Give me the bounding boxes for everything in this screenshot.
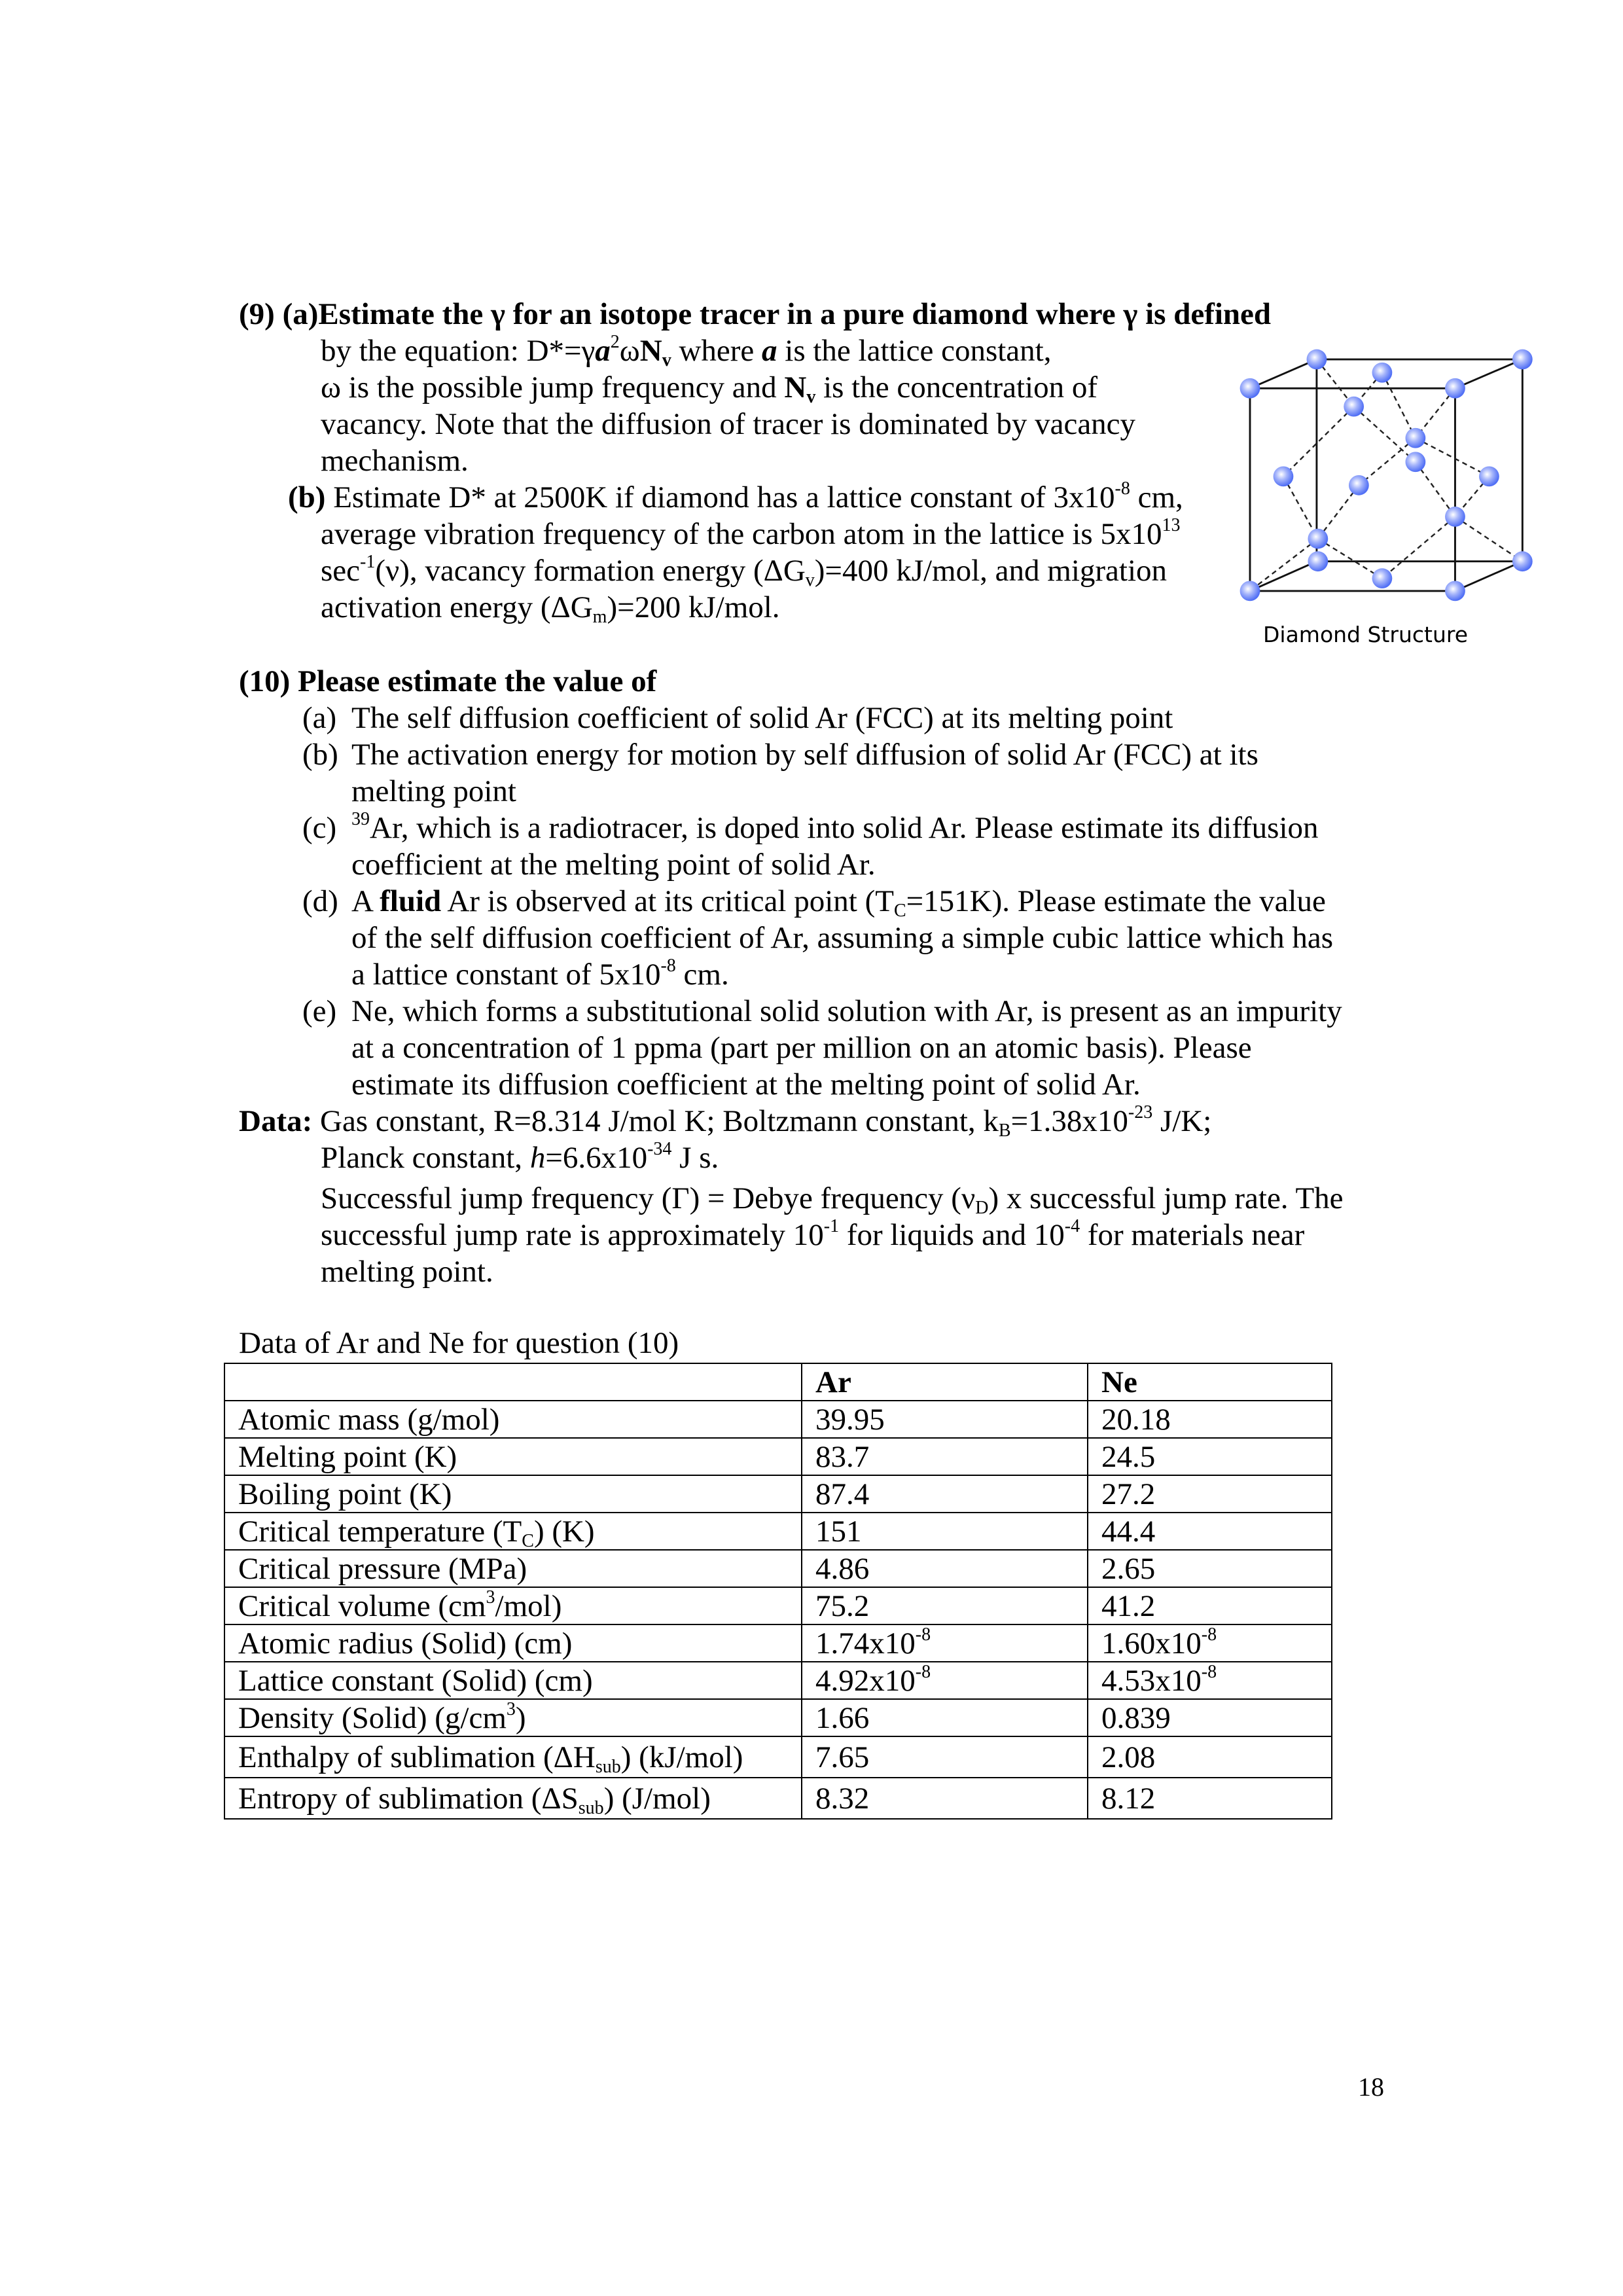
q10e-text2: at a concentration of 1 ppma (part per million on an atomic basis). Please <box>351 1031 1252 1065</box>
atom <box>1274 467 1294 487</box>
sup: -8 <box>660 956 676 976</box>
sub: sub <box>578 1798 604 1818</box>
table-row <box>224 1438 1332 1475</box>
text: (ν), vacancy formation energy (ΔG <box>375 554 806 588</box>
sup: -8 <box>1115 478 1130 499</box>
text: successful jump rate is approximately 10 <box>321 1218 824 1252</box>
page-number: 18 <box>1358 2072 1384 2102</box>
header-cell-ar: Ar <box>802 1363 1088 1401</box>
cell-ne: 0.839 <box>1088 1699 1332 1736</box>
sup: -4 <box>1064 1216 1080 1236</box>
text: A <box>351 884 380 918</box>
text: Ar, which is a radiotracer, is doped into solid Ar. Please estimate its diffusion <box>370 811 1319 845</box>
equation-mid: where <box>671 334 762 368</box>
text: Estimate D* at 2500K if diamond has a lattice constant of 3x10 <box>325 480 1115 514</box>
atom <box>1307 350 1327 370</box>
cell-ar: 75.2 <box>802 1587 1088 1624</box>
data-line2 <box>321 1139 719 1176</box>
text: is the concentration of <box>815 370 1098 404</box>
cell-ne: 2.65 <box>1088 1550 1332 1587</box>
cell-ne: 2.08 <box>1088 1736 1332 1778</box>
q10c-label: (c) <box>302 811 337 845</box>
text-bold: fluid <box>380 884 442 918</box>
text: =151K). Please estimate the value <box>906 884 1326 918</box>
text: for liquids and 10 <box>839 1218 1065 1252</box>
table-row <box>224 1475 1332 1513</box>
q9b-line2 <box>321 516 1180 552</box>
data-line1 <box>239 1103 1211 1139</box>
q9-title-line <box>239 296 1271 332</box>
sub: sub <box>595 1757 621 1777</box>
q10d-text2: of the self diffusion coefficient of Ar, assuming a simple cubic lattice which has <box>351 921 1333 955</box>
text: ) <box>515 1701 526 1735</box>
sup: 3 <box>506 1699 516 1719</box>
q9a-line4: vacancy. Note that the diffusion of tracer is dominated by vacancy <box>321 407 1136 441</box>
atom <box>1308 551 1328 571</box>
atom <box>1479 467 1499 487</box>
q9b-label: (b) <box>288 480 326 514</box>
text: cm. <box>675 958 729 992</box>
q10e-text3: estimate its diffusion coefficient at the melting point of solid Ar. <box>351 1067 1141 1102</box>
q10d-text3 <box>351 956 729 993</box>
text: activation energy (ΔG <box>321 590 593 624</box>
cell-ar: 87.4 <box>802 1475 1088 1513</box>
isotope-sup: 39 <box>351 809 370 829</box>
cell-ne: 20.18 <box>1088 1401 1332 1438</box>
cell-ar <box>802 1624 1088 1662</box>
table-row <box>224 1587 1332 1624</box>
data-line3 <box>321 1180 1344 1217</box>
equation-a: a <box>595 334 611 368</box>
equation-prefix: by the equation: D*=γ <box>321 334 596 368</box>
text: Planck constant, <box>321 1141 530 1175</box>
atom <box>1372 363 1393 383</box>
q10d-label: (d) <box>302 884 338 918</box>
cell-ar: 1.66 <box>802 1699 1088 1736</box>
q9-number: (9) <box>239 297 275 331</box>
sup: -8 <box>915 1624 931 1645</box>
sup: -23 <box>1128 1102 1153 1122</box>
table-caption: Data of Ar and Ne for question (10) <box>239 1326 679 1360</box>
q10a-label: (a) <box>302 701 337 735</box>
atom <box>1240 581 1260 601</box>
row-label: Boiling point (K) <box>224 1475 802 1513</box>
cell-ar: 151 <box>802 1513 1088 1550</box>
text: )=200 kJ/mol. <box>607 590 780 624</box>
row-label: Critical pressure (MPa) <box>224 1550 802 1587</box>
sub: m <box>592 607 607 627</box>
atom <box>1406 452 1426 472</box>
text: Critical temperature (T <box>238 1515 522 1549</box>
q9a-label: (a) <box>282 297 319 331</box>
equation-sup: 2 <box>610 332 620 352</box>
table-row <box>224 1401 1332 1438</box>
q10b-label: (b) <box>302 738 338 772</box>
cell-ar: 4.86 <box>802 1550 1088 1587</box>
cell-ne: 27.2 <box>1088 1475 1332 1513</box>
text: Density (Solid) (g/cm <box>238 1701 507 1735</box>
equation-sub: v <box>662 350 671 370</box>
text: ) x successful jump rate. The <box>988 1181 1344 1215</box>
header-cell-ne: Ne <box>1088 1363 1332 1401</box>
q9a-line3 <box>321 369 1097 406</box>
text: 4.92x10 <box>815 1664 916 1698</box>
equation-N: N <box>639 334 662 368</box>
text: Gas constant, R=8.314 J/mol K; Boltzmann constant, k <box>312 1104 999 1138</box>
row-label <box>224 1587 802 1624</box>
text: =6.6x10 <box>545 1141 648 1175</box>
sup: -1 <box>823 1216 840 1236</box>
cell-ne: 44.4 <box>1088 1513 1332 1550</box>
cell-ne: 41.2 <box>1088 1587 1332 1624</box>
atom <box>1372 568 1393 588</box>
atom <box>1445 581 1465 601</box>
row-label <box>224 1513 802 1550</box>
header-cell <box>224 1363 802 1401</box>
text: Entropy of sublimation (ΔS <box>238 1782 579 1816</box>
table-header-row <box>224 1363 1332 1401</box>
text: =1.38x10 <box>1010 1104 1128 1138</box>
row-label: Lattice constant (Solid) (cm) <box>224 1662 802 1699</box>
text: ω is the possible jump frequency and <box>321 370 785 404</box>
text: sec <box>321 554 361 588</box>
q10e-text1: Ne, which forms a substitutional solid solution with Ar, is present as an impurity <box>351 994 1342 1028</box>
cell-ne: 24.5 <box>1088 1438 1332 1475</box>
text: 1.60x10 <box>1101 1626 1202 1660</box>
cell-ne <box>1088 1662 1332 1699</box>
sub: B <box>998 1121 1011 1141</box>
row-label: Atomic radius (Solid) (cm) <box>224 1624 802 1662</box>
atom <box>1406 428 1426 448</box>
sup: -1 <box>360 552 376 572</box>
q9b-line4 <box>321 589 780 626</box>
text: Critical volume (cm <box>238 1589 486 1623</box>
sub: C <box>522 1531 534 1551</box>
atom <box>1445 378 1465 399</box>
sup: -8 <box>1201 1662 1217 1682</box>
diamond-structure-figure <box>1217 331 1544 658</box>
sub: v <box>805 570 815 590</box>
q10d-text1 <box>351 883 1326 920</box>
text: cm, <box>1130 480 1183 514</box>
table-row <box>224 1778 1332 1819</box>
sub: D <box>975 1198 989 1218</box>
atom <box>1308 529 1328 549</box>
text: ) (kJ/mol) <box>620 1740 743 1774</box>
text: )=400 kJ/mol, and migration <box>814 554 1168 588</box>
data-label: Data: <box>239 1104 313 1138</box>
ar-ne-data-table <box>224 1363 1332 1820</box>
q9a-line5: mechanism. <box>321 444 469 478</box>
table-row <box>224 1513 1332 1550</box>
sup: 3 <box>486 1587 495 1607</box>
text: Enthalpy of sublimation (ΔH <box>238 1740 596 1774</box>
atoms <box>1240 350 1533 601</box>
text: J/K; <box>1152 1104 1212 1138</box>
sup: -8 <box>915 1662 931 1682</box>
text: /mol) <box>495 1589 562 1623</box>
atom <box>1240 378 1260 399</box>
text: J s. <box>671 1141 719 1175</box>
q10c-text2: coefficient at the melting point of solid Ar. <box>351 848 876 882</box>
row-label: Atomic mass (g/mol) <box>224 1401 802 1438</box>
cell-ar: 8.32 <box>802 1778 1088 1819</box>
row-label <box>224 1736 802 1778</box>
data-line4 <box>321 1217 1304 1253</box>
data-line5: melting point. <box>321 1255 493 1289</box>
q10a-text: The self diffusion coefficient of solid Ar (FCC) at its melting point <box>351 701 1173 735</box>
q10c-text1 <box>351 810 1319 846</box>
text: for materials near <box>1080 1218 1305 1252</box>
cell-ar: 39.95 <box>802 1401 1088 1438</box>
row-label <box>224 1778 802 1819</box>
equation-a2: a <box>762 334 777 368</box>
equation-post: is the lattice constant, <box>777 334 1052 368</box>
text-N: N <box>784 370 807 404</box>
row-label <box>224 1699 802 1736</box>
sup: 13 <box>1162 515 1181 535</box>
sup: -8 <box>1201 1624 1217 1645</box>
table-row <box>224 1624 1332 1662</box>
cell-ne <box>1088 1624 1332 1662</box>
text: Successful jump frequency (Γ) = Debye frequency (ν <box>321 1181 976 1215</box>
table-row <box>224 1699 1332 1736</box>
q9b-line3 <box>321 552 1167 589</box>
atom <box>1512 551 1533 571</box>
atom <box>1344 397 1364 417</box>
row-label: Melting point (K) <box>224 1438 802 1475</box>
q9b-line1 <box>288 479 1183 516</box>
q10-header: (10) Please estimate the value of <box>239 664 657 698</box>
cell-ar: 7.65 <box>802 1736 1088 1778</box>
cell-ar: 83.7 <box>802 1438 1088 1475</box>
atom <box>1445 507 1465 527</box>
atom <box>1349 475 1369 495</box>
equation-omega: ω <box>619 334 640 368</box>
q10b-text2: melting point <box>351 774 516 808</box>
text: ) (K) <box>533 1515 595 1549</box>
q9a-title: Estimate the γ for an isotope tracer in a pure diamond where γ is defined <box>318 297 1272 331</box>
planck-h: h <box>529 1141 546 1175</box>
figure-caption: Diamond Structure <box>1263 622 1469 647</box>
sub: C <box>893 901 906 921</box>
text: average vibration frequency of the carbon atom in the lattice is 5x10 <box>321 517 1162 551</box>
q10b-text1: The activation energy for motion by self diffusion of solid Ar (FCC) at its <box>351 738 1258 772</box>
text: 4.53x10 <box>1101 1664 1202 1698</box>
diamond-lattice-icon <box>1217 331 1544 619</box>
text-sub: v <box>806 387 816 407</box>
sup: -34 <box>647 1139 672 1159</box>
table-row <box>224 1736 1332 1778</box>
table-row <box>224 1662 1332 1699</box>
q10e-label: (e) <box>302 994 337 1028</box>
text: ) (J/mol) <box>603 1782 711 1816</box>
text: Ar is observed at its critical point (T <box>441 884 894 918</box>
cell-ar <box>802 1662 1088 1699</box>
q9a-equation-line <box>321 332 1051 369</box>
atom <box>1512 350 1533 370</box>
text: 1.74x10 <box>815 1626 916 1660</box>
text: a lattice constant of 5x10 <box>351 958 661 992</box>
table-row <box>224 1550 1332 1587</box>
cell-ne: 8.12 <box>1088 1778 1332 1819</box>
